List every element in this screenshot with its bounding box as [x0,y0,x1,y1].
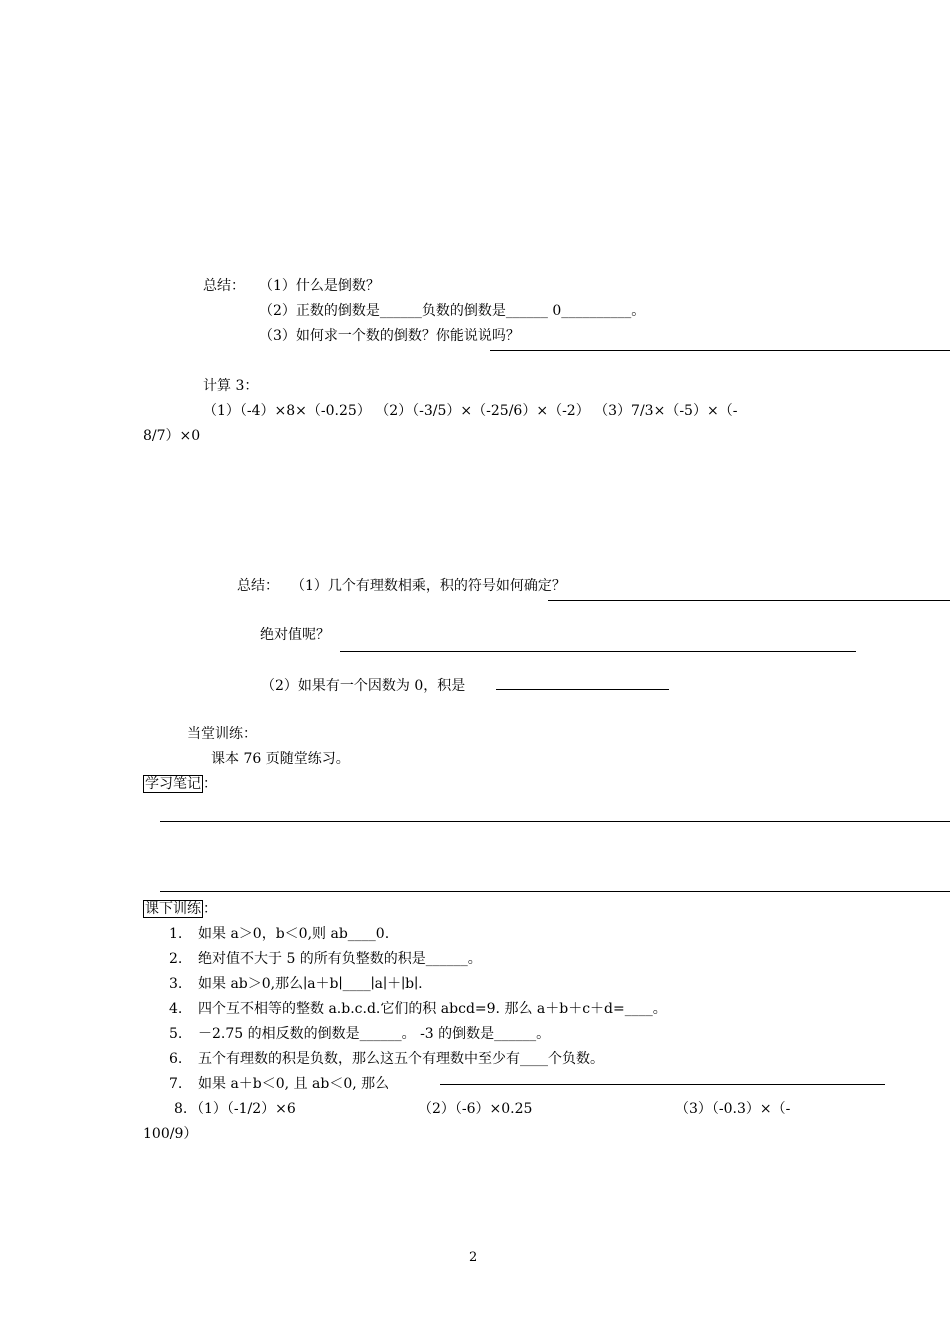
summary1-q2: （2）正数的倒数是______负数的倒数是______ 0__________。 [259,303,646,319]
summary2-q2-answer-line [496,689,669,690]
notes-line-2 [160,891,950,892]
summary1-q3-answer-line [490,350,950,351]
summary2-q1b: 绝对值呢？ [260,627,330,643]
homework-item-1: 如果 a＞0，b＜0,则 ab____0. [198,926,390,942]
homework-item-6: 五个有理数的积是负数，那么这五个有理数中至少有____个负数。 [198,1051,604,1067]
notes-colon: ： [203,776,217,792]
homework-item-8-part2: （2）（-6）×0.25 [418,1101,533,1117]
homework-item-8-num: 8. [174,1101,188,1117]
calc3-title: 计算 3： [203,378,259,394]
homework-item-2: 绝对值不大于 5 的所有负整数的积是______。 [198,951,482,967]
summary1-q3: （3）如何求一个数的倒数？你能说说吗？ [259,328,520,344]
class-practice-title: 当堂训练： [187,726,257,742]
homework-item-3: 如果 ab＞0,那么∣a＋b∣____∣a∣＋∣b∣. [198,976,423,992]
homework-item-7-answer-line [440,1084,885,1085]
summary2-label: 总结： [237,578,279,594]
summary2-q1-answer-line [548,600,950,601]
class-practice-content: 课本 76 页随堂练习。 [211,751,350,767]
summary2-q1: （1）几个有理数相乘，积的符号如何确定？ [291,578,566,594]
homework-item-7: 如果 a＋b＜0, 且 ab＜0, 那么 [198,1076,390,1092]
notes-title: 学习笔记 [145,776,201,792]
calc3-line1: （1）（-4）×8×（-0.25） （2）（-3/5）×（-25/6）×（-2） （3）7/3×（-5）×（- [203,403,738,419]
homework-item-5: －2.75 的相反数的倒数是______。 -3 的倒数是______。 [198,1026,551,1042]
homework-heading [143,900,217,918]
homework-colon: ： [203,901,217,917]
calc3-line2: 8/7）×0 [143,428,201,444]
homework-item-3-num: 3. [169,976,183,992]
homework-item-8-part3: （3）（-0.3）×（- [675,1101,791,1117]
homework-title: 课下训练 [145,901,201,917]
homework-item-2-num: 2. [169,951,183,967]
homework-item-8-part1: （1）（-1/2）×6 [190,1101,296,1117]
homework-item-5-num: 5. [169,1026,183,1042]
homework-item-1-num: 1. [169,926,183,942]
notes-line-1 [160,821,950,822]
homework-item-4: 四个互不相等的整数 a.b.c.d.它们的积 abcd=9. 那么 a＋b＋c＋d=____。 [198,1001,667,1017]
homework-item-8-cont: 100/9） [143,1126,198,1142]
summary2-q2: （2）如果有一个因数为 0，积是 [261,678,466,694]
homework-item-6-num: 6. [169,1051,183,1067]
summary1-q1: （1）什么是倒数？ [259,278,380,294]
page-number: 2 [469,1250,478,1265]
homework-item-4-num: 4. [169,1001,183,1017]
summary1-label: 总结： [203,278,245,294]
notes-heading [143,775,217,793]
summary2-q1b-answer-line [340,651,856,652]
homework-item-7-num: 7. [169,1076,183,1092]
